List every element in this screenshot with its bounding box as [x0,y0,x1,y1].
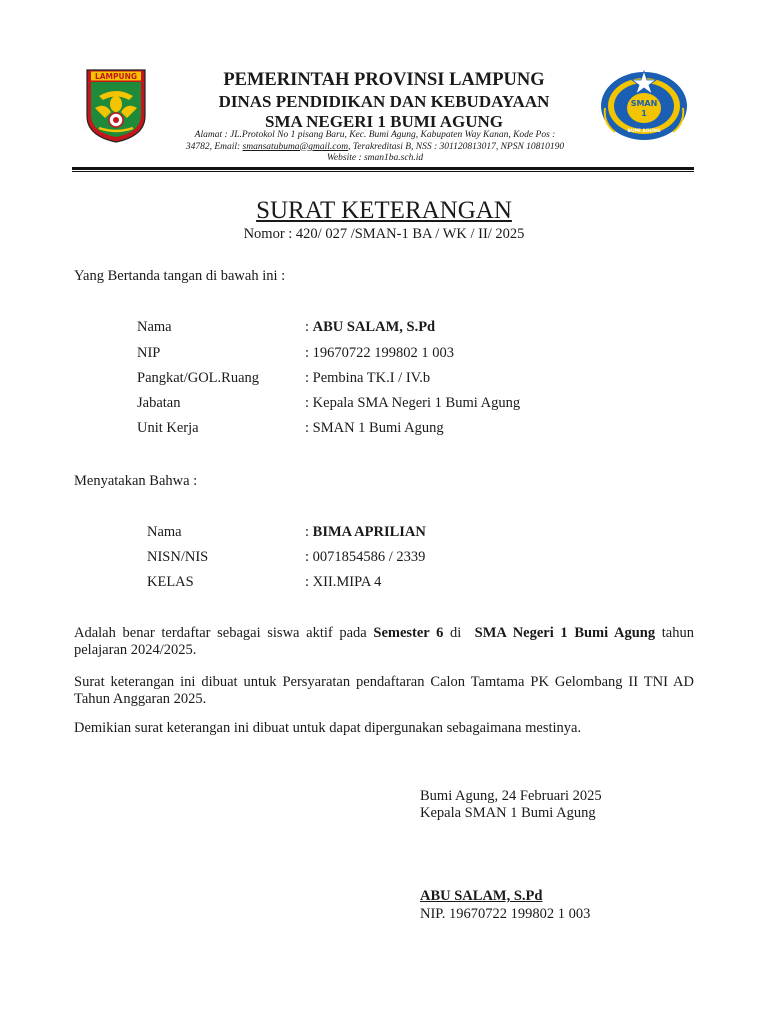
address-website: Website : sman1ba.sch.id [326,153,424,163]
letterhead-school: SMA NEGERI 1 BUMI AGUNG [264,112,504,131]
letterhead-address [150,130,600,165]
student-value: : BIMA APRILIAN [305,524,426,540]
address-line-1: Alamat : JL.Protokol No 1 pisang Baru, Kec. Bumi Agung, Kabupaten Way Kanan, Kode Pos : [194,130,556,140]
signature-nip: NIP. 19670722 199802 1 003 [420,906,591,922]
signature-position: Kepala SMAN 1 Bumi Agung [420,805,596,821]
signer-label: Unit Kerja [137,420,199,436]
paragraph-closing: Demikian surat keterangan ini dibuat untuk dapat dipergunakan sebagaimana mestinya. [74,720,582,736]
signer-value: : Pembina TK.I / IV.b [305,370,431,386]
letterhead-province: PEMERINTAH PROVINSI LAMPUNG [223,70,545,90]
signer-label: Jabatan [137,395,181,411]
svg-text:SMAN: SMAN [630,99,658,108]
letterhead-department: DINAS PENDIDIKAN DAN KEBUDAYAAN [218,92,550,111]
signer-value: : 19670722 199802 1 003 [305,345,455,361]
signature-place-date: Bumi Agung, 24 Februari 2025 [420,788,602,804]
letterhead-rule-thin [72,171,694,172]
signer-label: NIP [137,345,161,361]
signer-label: Pangkat/GOL.Ruang [137,370,260,386]
signer-value: : SMAN 1 Bumi Agung [305,420,444,436]
svg-text:1: 1 [641,109,647,118]
intro-text: Yang Bertanda tangan di bawah ini : [74,268,286,284]
signer-label: Nama [137,319,172,335]
document-title: SURAT KETERANGAN [256,197,512,224]
student-label: KELAS [147,574,194,590]
student-label: Nama [147,524,182,540]
student-label: NISN/NIS [147,549,209,565]
svg-text:LAMPUNG: LAMPUNG [94,72,138,81]
signature-name: ABU SALAM, S.Pd [420,888,543,904]
email-link[interactable]: smansatubuma@gmail.com [242,141,349,152]
signer-value: : ABU SALAM, S.Pd [305,319,436,335]
document-number: Nomor : 420/ 027 /SMAN-1 BA / WK / II/ 2025 [243,226,525,242]
svg-text:BUMI AGUNG: BUMI AGUNG [627,129,661,134]
letterhead-rule-thick [72,167,694,170]
student-value: : XII.MIPA 4 [305,574,382,590]
paragraph-purpose: Surat keterangan ini dibuat untuk Persyaratan pendaftaran Calon Tamtama PK Gelombang II TNI AD Tahun Anggaran 2025. [74,674,694,707]
signer-value: : Kepala SMA Negeri 1 Bumi Agung [305,395,521,411]
address-line-2: 34782, Email: smansatubuma@gmail.com, Terakreditasi B, NSS : 301120813017, NPSN 10810190 [185,141,565,152]
student-value: : 0071854586 / 2339 [305,549,426,565]
paragraph-enrollment: Adalah benar terdaftar sebagai siswa aktif pada Semester 6 di SMA Negeri 1 Bumi Agung tahun pelajaran 2024/2025. [74,625,694,658]
statement-intro: Menyatakan Bahwa : [74,473,198,489]
lampung-emblem-logo [85,68,147,143]
